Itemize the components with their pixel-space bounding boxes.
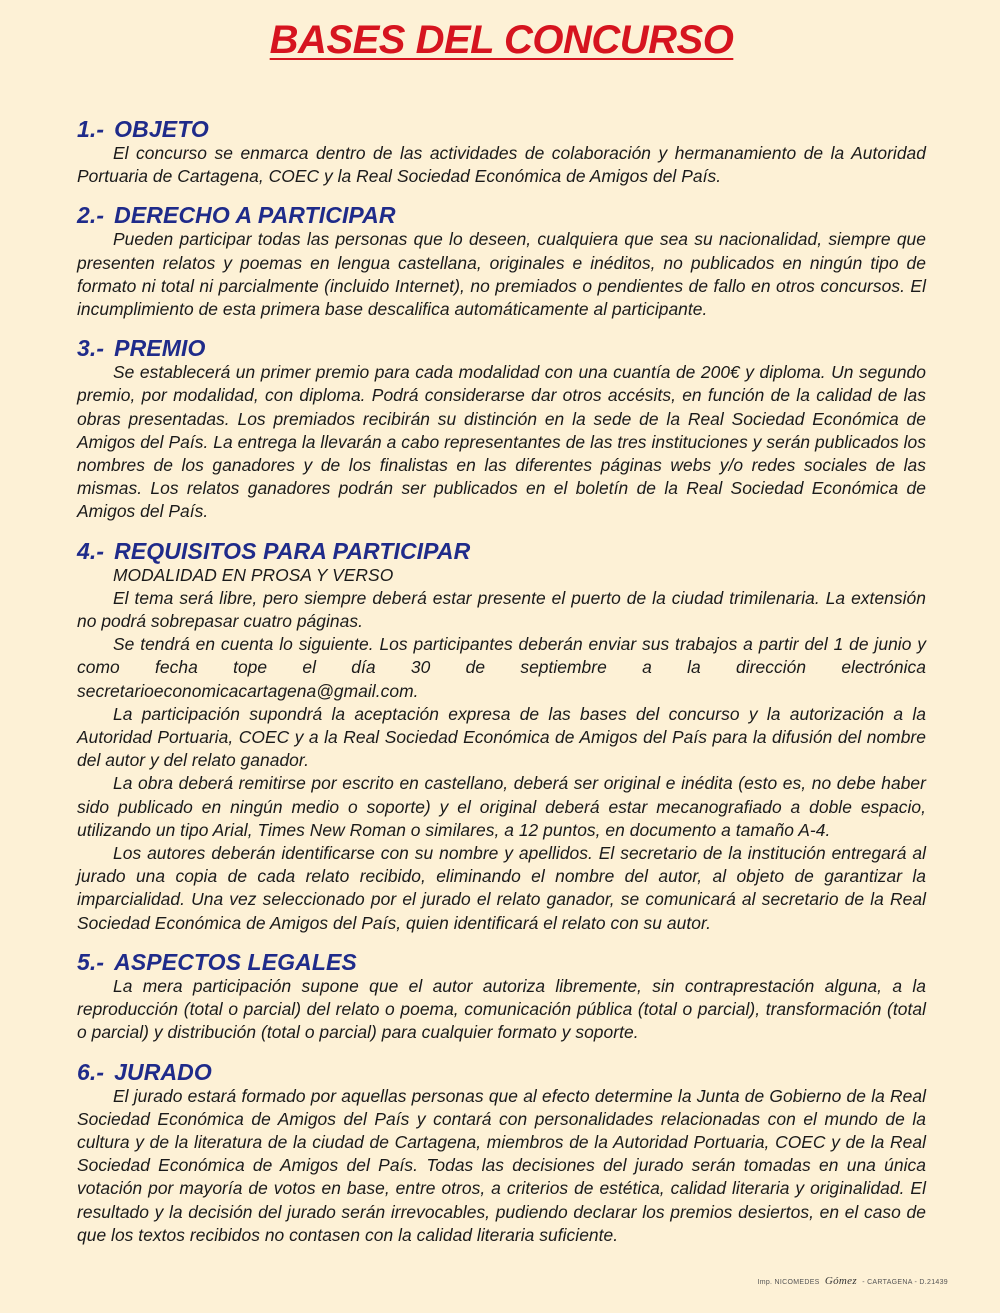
section-paragraph: El jurado estará formado por aquellas personas que al efecto determine la Junta de Gobierno de la Real Sociedad Económica de Amigos del País y contará con personalidades relacionadas con el mundo de la cultura y de la literatura de la ciudad de Cartagena, miembros de la Autoridad Portuaria, COEC y de la Real Sociedad Económica de Amigos del País. Todas las decisiones del jurado serán tomadas en una única votación por mayoría de votos en base, entre otros, a criterios de estética, calidad literaria y originalidad. El resultado y la decisión del jurado serán irrevocables, pudiendo declarar los premios desiertos, en el caso de que los textos recibidos no contasen con la calidad literaria suficiente. <box>77 1085 926 1245</box>
section-paragraph: El concurso se enmarca dentro de las actividades de colaboración y hermanamiento de la Autoridad Portuaria de Cartagena, COEC y la Real Sociedad Económica de Amigos del País. <box>77 143 926 187</box>
section-paragraph: Pueden participar todas las personas que lo deseen, cualquiera que sea su nacionalidad, siempre que presenten relatos y poemas en lengua castellana, originales e inéditos, no publicados en ningún tipo de formato ni total ni parcialmente (incluido Internet), no premiados o pendientes de fallo en otros concursos. El incumplimiento de esta primera base descalifica automáticamente al participante. <box>77 229 926 320</box>
section-heading <box>77 538 926 564</box>
section-heading <box>77 949 926 975</box>
section-title: ASPECTOS LEGALES <box>114 948 357 975</box>
section-paragraph: El tema será libre, pero siempre deberá estar presente el puerto de la ciudad trimilenaria. La extensión no podrá sobrepasar cuatro páginas. <box>77 587 926 632</box>
section-paragraph: La obra deberá remitirse por escrito en castellano, deberá ser original e inédita (esto es, no debe haber sido publicado en ningún medio o soporte) y el original deberá estar mecanografiado a doble espacio, utilizando un tipo Arial, Times New Roman o similares, a 12 puntos, en documento a tamaño A-4. <box>77 773 926 840</box>
section-derecho-a-participar <box>77 202 926 321</box>
imprint-signature: Gómez <box>824 1275 857 1287</box>
imprint-suffix: - CARTAGENA - D.21439 <box>862 1279 948 1286</box>
section-number: 5.- <box>77 948 105 975</box>
section-jurado <box>77 1059 926 1247</box>
section-heading <box>77 202 926 228</box>
section-title: OBJETO <box>114 116 209 142</box>
section-title: JURADO <box>114 1058 212 1085</box>
section-heading <box>77 1059 926 1085</box>
section-number: 1.- <box>77 116 105 142</box>
section-requisitos <box>77 538 926 935</box>
document-title: BASES DEL CONCURSO <box>269 18 734 62</box>
section-paragraph: Se tendrá en cuenta lo siguiente. Los participantes deberán enviar sus trabajos a partir del 1 de junio y como fecha tope el día 30 de septiembre a la dirección electrónica secretarioeconomicacartagena@gmail.com. <box>77 634 926 701</box>
section-aspectos-legales <box>77 949 926 1045</box>
section-paragraph: La mera participación supone que el autor autoriza libremente, sin contraprestación alguna, a la reproducción (total o parcial) del relato o poema, comunicación pública (total o parcial), transformación (total o parcial) y distribución (total o parcial) para cualquier formato y soporte. <box>77 975 926 1043</box>
section-paragraph: La participación supondrá la aceptación expresa de las bases del concurso y la autorización a la Autoridad Portuaria, COEC y a la Real Sociedad Económica de Amigos del País para la difusión del nombre del autor y del relato ganador. <box>77 703 926 771</box>
section-number: 2.- <box>77 202 105 229</box>
section-objeto <box>77 116 926 188</box>
section-subheading: MODALIDAD EN PROSA Y VERSO <box>113 564 394 585</box>
section-number: 6.- <box>77 1058 105 1085</box>
section-heading <box>77 335 926 361</box>
section-title: REQUISITOS PARA PARTICIPAR <box>114 537 471 564</box>
section-title: DERECHO A PARTICIPAR <box>114 202 396 229</box>
section-number: 4.- <box>77 537 105 564</box>
printer-imprint <box>757 1275 948 1287</box>
imprint-prefix: Imp. NICOMEDES <box>757 1279 820 1286</box>
section-paragraph: Se establecerá un primer premio para cada modalidad con una cuantía de 200€ y diploma. Un segundo premio, por modalidad, con diploma. Podrá considerarse dar otros accésits, en función de la calidad de las obras presentadas. Los premiados recibirán su distinción en la sede de la Real Sociedad Económica de Amigos del País. La entrega la llevarán a cabo representantes de las tres instituciones y serán publicados los nombres de los ganadores y de los finalistas en las diferentes páginas webs y/o redes sociales de las mismas. Los relatos ganadores podrán ser publicados en el boletín de la Real Sociedad Económica de Amigos del País. <box>77 362 926 522</box>
section-title: PREMIO <box>114 335 206 362</box>
section-number: 3.- <box>77 335 105 362</box>
section-heading <box>77 116 926 142</box>
section-premio <box>77 335 926 523</box>
section-paragraph: Los autores deberán identificarse con su nombre y apellidos. El secretario de la institución entregará al jurado una copia de cada relato recibido, eliminando el nombre del autor, al objeto de garantizar la imparcialidad. Una vez seleccionado por el jurado el relato ganador, se comunicará al secretario de la Real Sociedad Económica de Amigos del País, quien identificará el relato con su autor. <box>77 843 926 933</box>
